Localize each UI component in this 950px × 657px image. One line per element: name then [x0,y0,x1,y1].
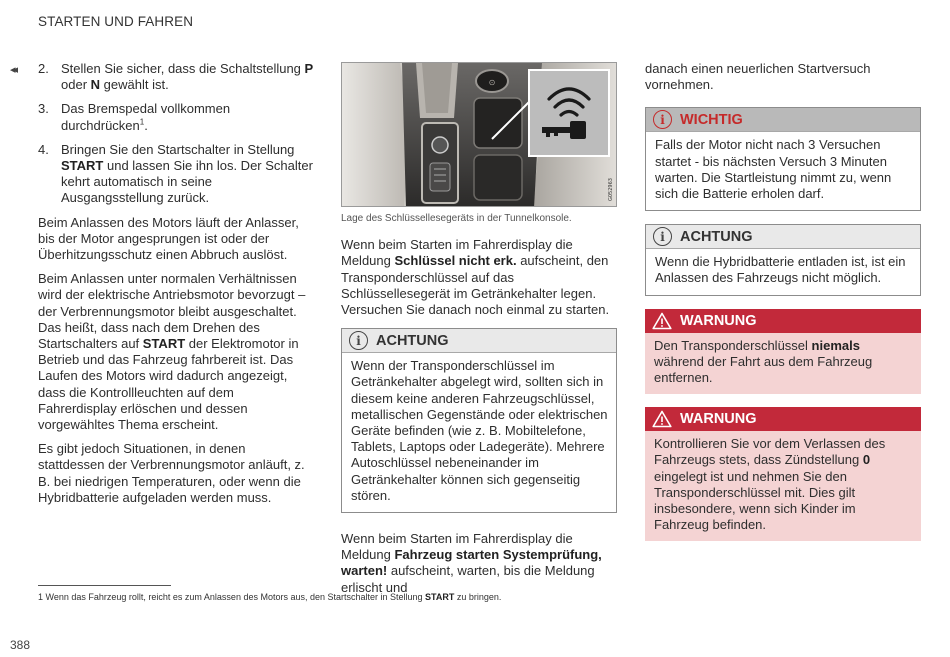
previous-page-icon[interactable]: ◂◂ [10,64,16,76]
notice-box [645,224,921,295]
footnote: 1 Wenn das Fahrzeug rollt, reicht es zum Anlassen des Motors aus, den Startschalter in Stellung START zu bringen. [38,592,502,602]
warning-triangle-icon [652,410,672,428]
important-label: WICHTIG [680,111,743,128]
important-text: Falls der Motor nicht nach 3 Versuchen startet - bis nächsten Versuch 3 Minuten warten. Die Startleistung nimmt zu, wenn sich die Batterie erholen darf. [655,137,892,202]
warning-text: Kontrollieren Sie vor dem Verlassen des Fahrzeugs stets, dass Zündstellung 0 eingelegt ist und nehmen Sie den Transponderschlüssel mit. Dies gilt insbesondere, wenn sich Kinder im Fahrzeug befinden. [645,431,921,541]
step-text: Das Bremspedal vollkommen durchdrücken$^1$. [61,101,231,133]
paragraph: Wenn beim Starten im Fahrerdisplay die Meldung Fahrzeug starten Systemprüfung, warten! aufscheint, warten, bis die Meldung erlischt und [341,531,602,595]
warning-label: WARNUNG [680,312,757,329]
column-middle [341,62,617,604]
notice-text: Wenn die Hybridbatterie entladen ist, ist ein Anlassen des Fahrzeugs nicht möglich. [655,254,906,286]
important-box [645,107,921,211]
list-item [38,61,314,93]
step-text: Bringen Sie den Startschalter in Stellung START und lassen Sie ihn los. Der Schalter kehrt automatisch in seine Ausgangsstellung zurück. [61,141,313,206]
paragraph: Wenn beim Starten im Fahrerdisplay die Meldung Schlüssel nicht erk. aufscheint, den Transponderschlüssel auf das Schlüssellesegerät im Getränkehalter legen. Versuchen Sie danach noch einmal zu starten. [341,237,610,318]
notice-label: ACHTUNG [376,332,449,349]
figure-caption: Lage des Schlüssellesegeräts in der Tunnelkonsole. [341,213,572,224]
key-reader-figure [341,62,617,207]
step-number: 2. [38,61,49,76]
step-number: 3. [38,101,49,117]
warning-header [645,309,921,333]
info-icon: i [653,227,672,246]
info-icon: i [349,331,368,350]
warning-text: Den Transponderschlüssel niemals während der Fahrt aus dem Fahrzeug entfernen. [645,333,921,395]
column-left [38,61,314,514]
figure-code: G052963 [608,178,614,201]
list-item [38,101,314,133]
warning-label: WARNUNG [680,411,757,428]
paragraph: danach einen neuerlichen Startversuch vornehmen. [645,61,871,93]
warning-triangle-icon [652,312,672,330]
footnote-ref: 1 [139,117,145,127]
notice-box [341,328,617,513]
warning-header [645,407,921,431]
warning-box [645,309,921,395]
step-number: 4. [38,141,49,157]
paragraph: Beim Anlassen des Motors läuft der Anlasser, bis der Motor angesprungen ist oder der Überhitzungsschutz einen Abbruch auslöst. [38,214,299,263]
notice-header [646,225,920,249]
info-icon: i [653,110,672,129]
step-text: Stellen Sie sicher, dass die Schaltstellung P oder N gewählt ist. [61,61,314,93]
tunnel-console-illustration [342,63,617,207]
page-number: 388 [10,638,31,652]
notice-text: Wenn der Transponderschlüssel im Getränkehalter abgelegt wird, sollten sich in diesem keine anderen Fahrzeugschlüssel, metallischen Gegenstände oder elektrischen Geräte befinden (wie z. B. Mobiltelefone, Tablets, Laptops oder Ladegeräte). Mehrere Autoschlüssel nebeneinander im Getränkehalter können sich gegenseitig stören. [351,358,608,503]
notice-header [342,329,616,353]
list-item [38,142,314,207]
notice-label: ACHTUNG [680,228,753,245]
svg-text:⊙: ⊙ [488,78,496,87]
warning-box [645,407,921,541]
important-header [646,108,920,132]
section-title: STARTEN UND FAHREN [38,14,194,29]
paragraph: Es gibt jedoch Situationen, in denen stattdessen der Verbrennungsmotor anläuft, z. B. bei niedrigen Temperaturen, oder wenn die Hybridbatterie aufgeladen werden muss. [38,441,305,505]
column-right [645,61,921,541]
footnote-divider [38,585,171,586]
paragraph: Beim Anlassen unter normalen Verhältnissen wird der elektrische Antriebsmotor bevorzugt – der Verbrennungsmotor bleibt ausgeschaltet. Das heißt, dass nach dem Drehen des Startschalters auf START der Elektromotor in Betrieb und das Fahrzeug fahrbereit ist. Das Laufen des Motors wird dadurch angezeigt, dass die Kontrollleuchten auf dem Fahrerdisplay erlöschen und dessen vorgewähltes Thema erscheint. [38,271,306,433]
